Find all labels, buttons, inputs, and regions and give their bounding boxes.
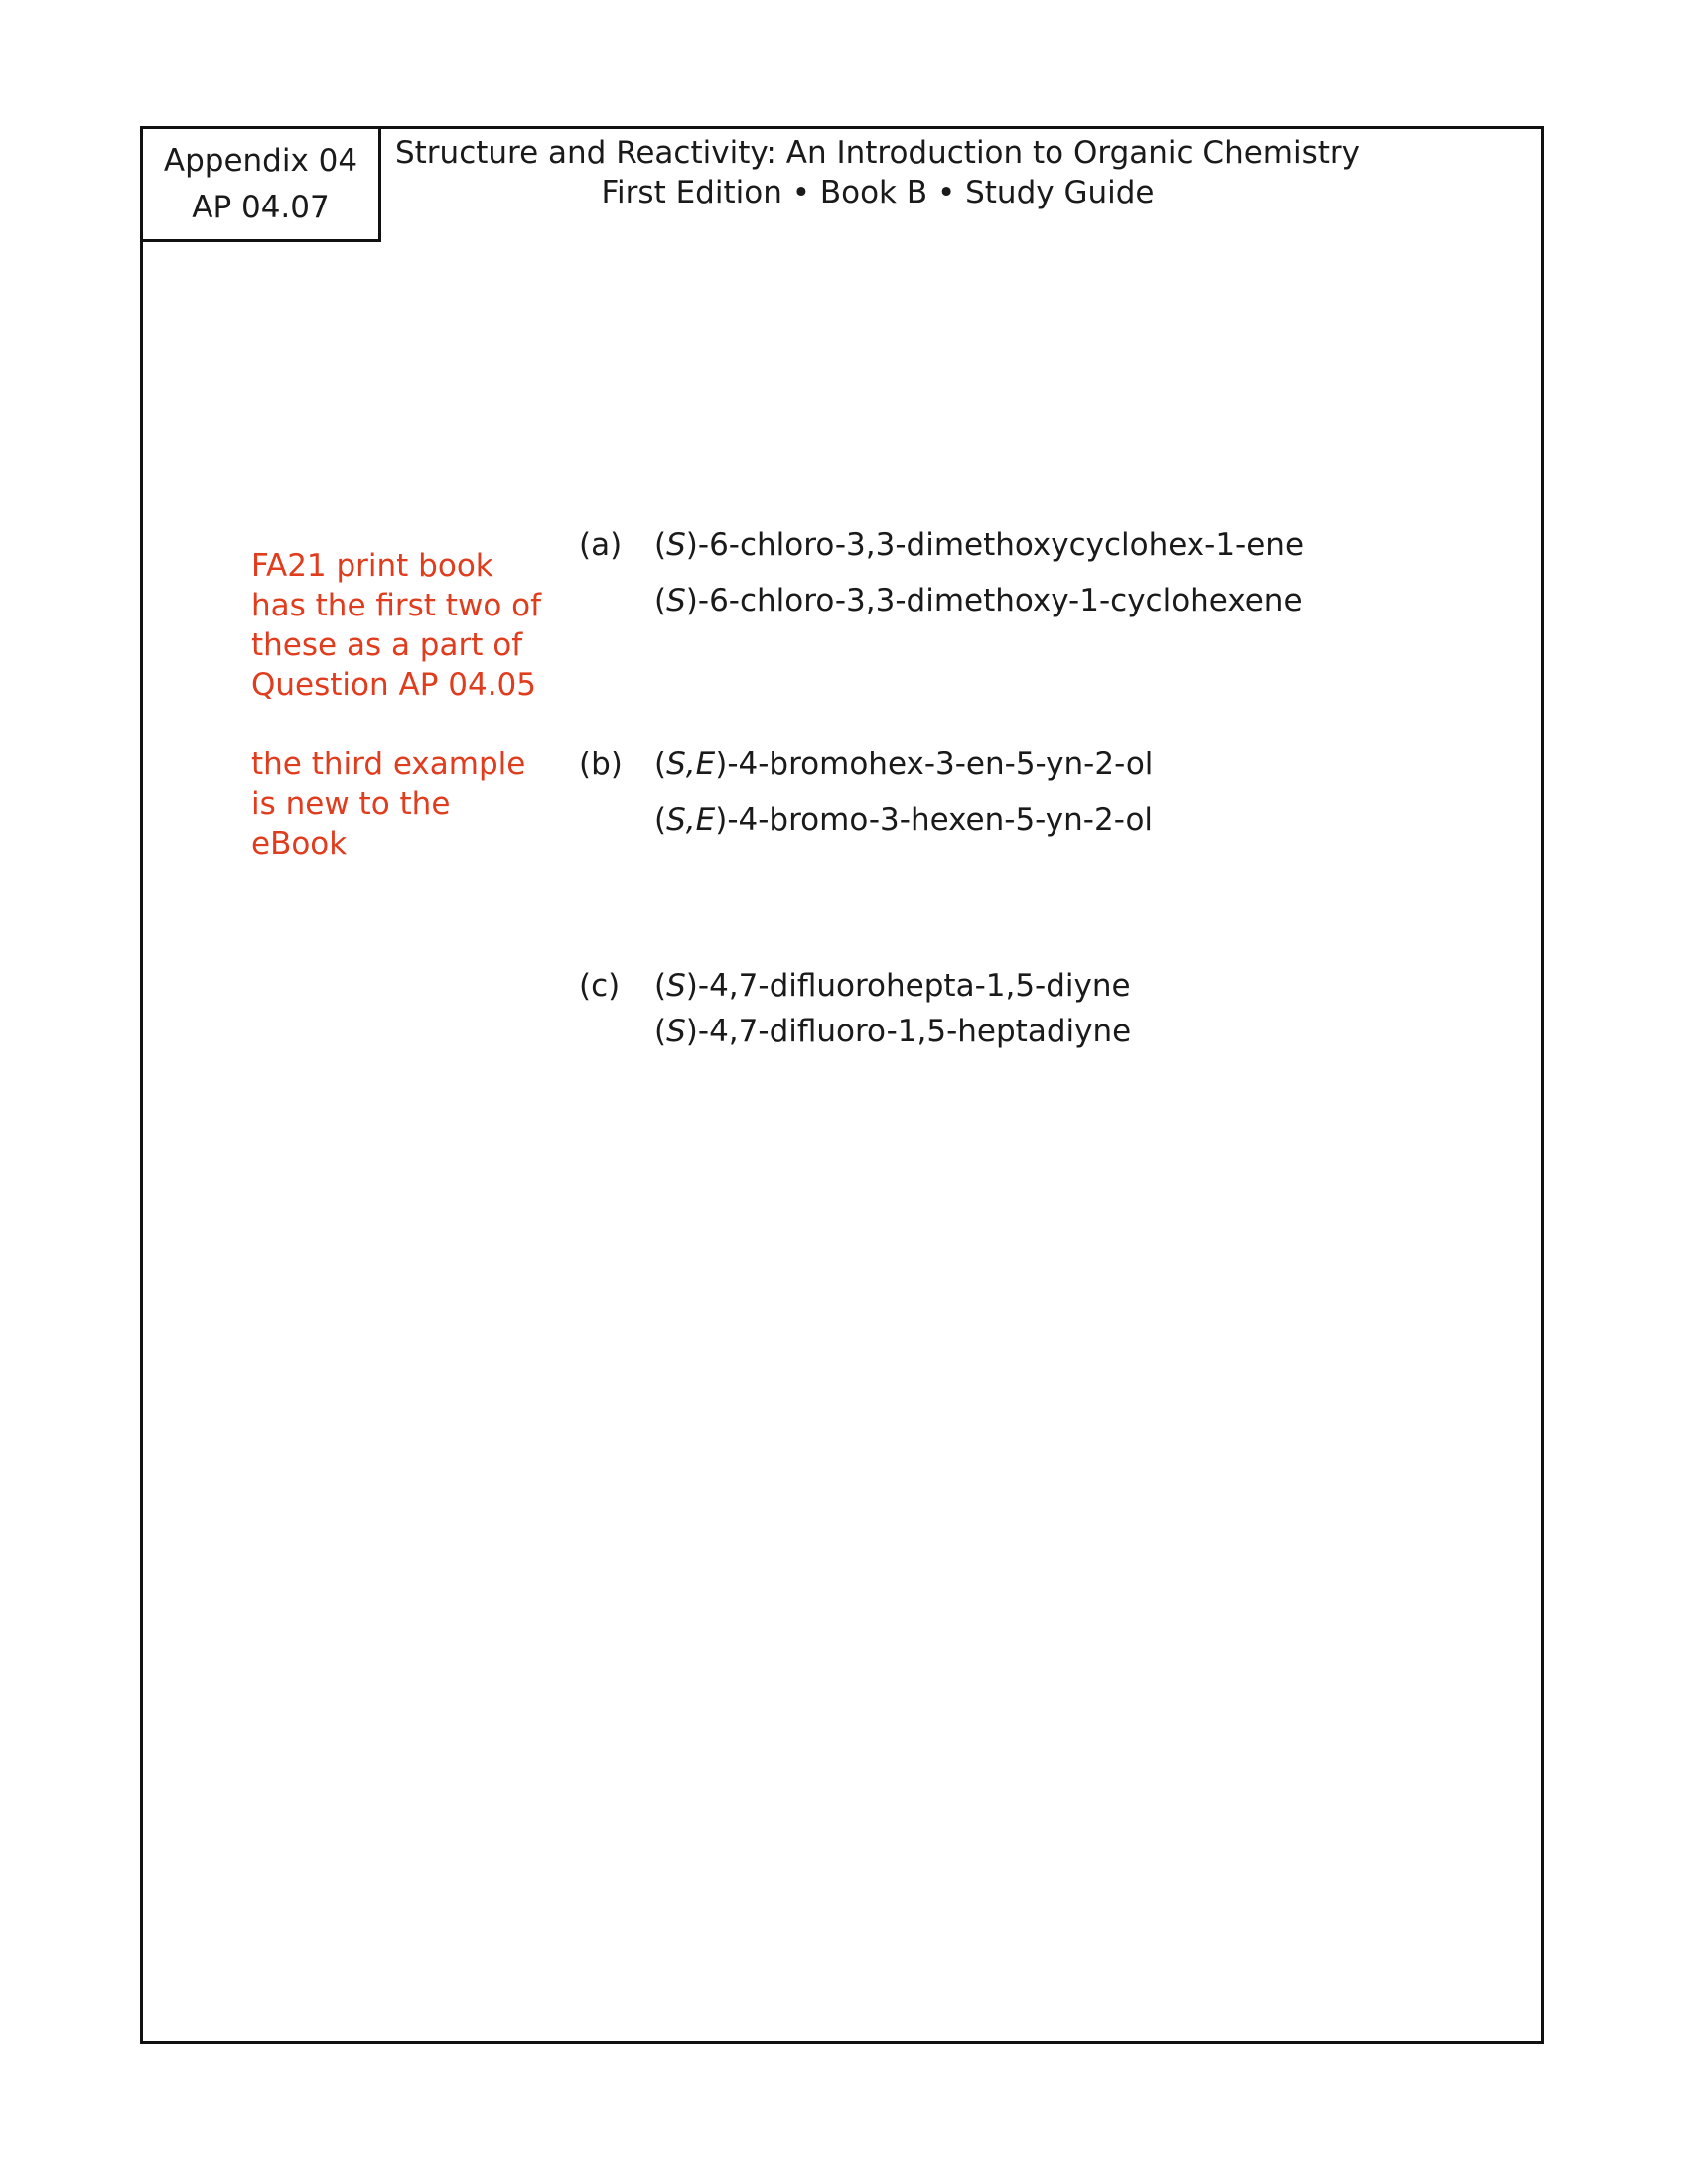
compound-name: (S)-6-chloro-3,3-dimethoxycyclohex-1-ene (654, 527, 1305, 563)
answer-names (654, 963, 1131, 1054)
editor-note (251, 546, 549, 864)
page-border (140, 126, 1544, 2044)
answer-names (654, 517, 1304, 628)
compound-name: (S)-6-chloro-3,3-dimethoxy-1-cyclohexene (654, 583, 1303, 618)
compound-name: (S,E)-4-bromo-3-hexen-5-yn-2-ol (654, 802, 1154, 838)
editor-note-paragraph: FA21 print book has the first two of these as a part of Question AP 04.05 (251, 548, 542, 703)
answer-letter: (b) (579, 747, 623, 782)
book-title: Structure and Reactivity: An Introduction to Organic Chemistry (394, 135, 1361, 171)
appendix-label-box (140, 126, 381, 242)
book-subtitle: First Edition • Book B • Study Guide (601, 175, 1155, 210)
answer-letter: (a) (579, 527, 623, 563)
answer-names (654, 737, 1153, 848)
answer-letter: (c) (579, 968, 621, 1004)
appendix-label: Appendix 04 (163, 142, 358, 179)
editor-note-paragraph: the third example is new to the eBook (251, 747, 526, 862)
compound-name: (S,E)-4-bromohex-3-en-5-yn-2-ol (654, 747, 1154, 782)
compound-name: (S)-4,7-difluoro-1,5-heptadiyne (654, 1014, 1132, 1049)
book-header (381, 133, 1374, 212)
question-id: AP 04.07 (192, 189, 330, 225)
compound-name: (S)-4,7-difluorohepta-1,5-diyne (654, 968, 1131, 1004)
